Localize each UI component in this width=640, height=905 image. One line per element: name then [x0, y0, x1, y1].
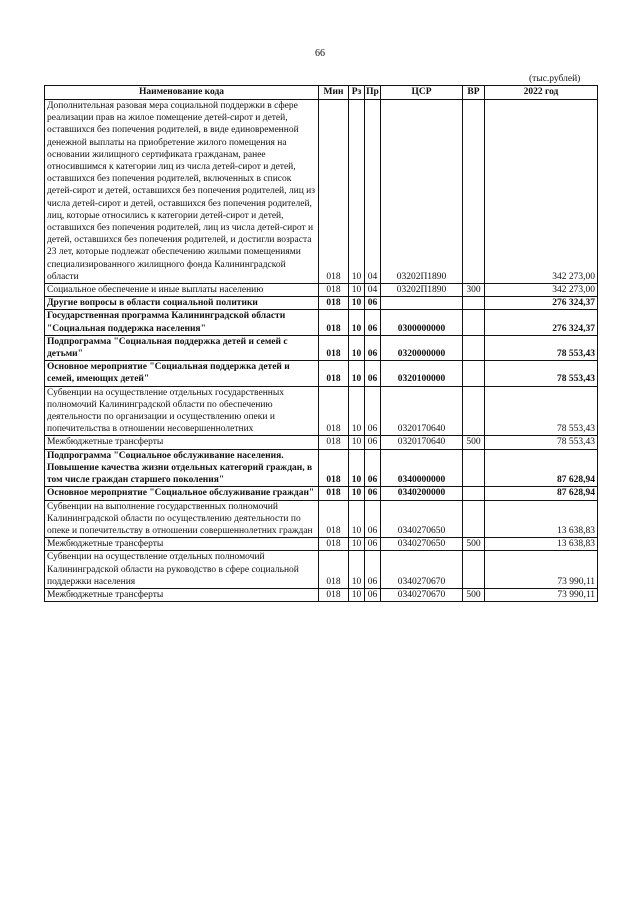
row-pr: 06	[365, 538, 381, 551]
row-csr: 0320100000	[381, 361, 463, 386]
page-number: 66	[315, 48, 325, 59]
row-min: 018	[319, 100, 349, 284]
row-rz: 10	[349, 310, 365, 335]
table-row	[45, 487, 598, 500]
row-csr: 03202П1890	[381, 284, 463, 297]
row-amount: 78 553,43	[485, 386, 598, 436]
table-row	[45, 100, 598, 284]
row-name: Социальное обеспечение и иные выплаты населению	[45, 284, 319, 297]
column-header-pr: Пр	[365, 86, 381, 100]
row-amount: 276 324,37	[485, 297, 598, 310]
row-rz: 10	[349, 335, 365, 360]
row-vr	[463, 297, 485, 310]
row-min: 018	[319, 449, 349, 487]
table-row	[45, 500, 598, 538]
row-rz: 10	[349, 100, 365, 284]
row-rz: 10	[349, 386, 365, 436]
row-name: Дополнительная разовая мера социальной поддержки в сфере реализации прав на жилое помещение детей-сирот и детей, оставшихся без попечения родителей, в виде единовременной денежной выплаты на приобретение жилого помещения на основании жилищного сертификата гражданам, ранее относившимся к категории лиц из числа детей-сирот и детей, оставшихся без попечения родителей, включенных в список детей-сирот и детей, оставшихся без попечения родителей, лиц из числа детей-сирот и детей, оставшихся без попечения родителей, лиц, которые относились к категории детей-сирот и детей, оставшихся без попечения родителей, лиц из числа детей-сирот и детей, оставшихся без попечения родителей, и достигли возраста 23 лет, которые подлежат обеспечению жилыми помещениями специализированного жилищного фонда Калининградской области	[45, 100, 319, 284]
row-csr: 0320170640	[381, 436, 463, 449]
row-rz: 10	[349, 284, 365, 297]
row-csr: 0340270670	[381, 551, 463, 589]
table-row	[45, 361, 598, 386]
table-row	[45, 551, 598, 589]
row-amount: 73 990,11	[485, 588, 598, 601]
row-pr: 06	[365, 500, 381, 538]
row-rz: 10	[349, 361, 365, 386]
table-row	[45, 297, 598, 310]
column-header-name: Наименование кода	[45, 86, 319, 100]
row-name: Другие вопросы в области социальной политики	[45, 297, 319, 310]
column-header-year: 2022 год	[485, 86, 598, 100]
table-row	[45, 386, 598, 436]
row-pr: 06	[365, 386, 381, 436]
row-name: Основное мероприятие "Социальная поддержка детей и семей, имеющих детей"	[45, 361, 319, 386]
row-vr	[463, 487, 485, 500]
row-pr: 06	[365, 361, 381, 386]
row-csr: 0340200000	[381, 487, 463, 500]
row-name: Межбюджетные трансферты	[45, 436, 319, 449]
table-row	[45, 436, 598, 449]
row-name: Межбюджетные трансферты	[45, 538, 319, 551]
row-vr: 500	[463, 436, 485, 449]
row-min: 018	[319, 551, 349, 589]
table-row	[45, 310, 598, 335]
row-pr: 06	[365, 436, 381, 449]
row-min: 018	[319, 335, 349, 360]
row-min: 018	[319, 538, 349, 551]
row-min: 018	[319, 500, 349, 538]
row-min: 018	[319, 361, 349, 386]
table-header-row	[45, 86, 598, 100]
column-header-min: Мин	[319, 86, 349, 100]
column-header-rz: Рз	[349, 86, 365, 100]
row-vr	[463, 449, 485, 487]
row-vr: 500	[463, 588, 485, 601]
row-name: Подпрограмма "Социальная поддержка детей и семей с детьми"	[45, 335, 319, 360]
row-amount: 276 324,37	[485, 310, 598, 335]
row-name: Межбюджетные трансферты	[45, 588, 319, 601]
row-rz: 10	[349, 449, 365, 487]
row-min: 018	[319, 310, 349, 335]
row-csr: 0340270650	[381, 500, 463, 538]
table-row	[45, 449, 598, 487]
row-rz: 10	[349, 436, 365, 449]
row-csr: 0300000000	[381, 310, 463, 335]
row-rz: 10	[349, 487, 365, 500]
row-name: Субвенции на выполнение государственных полномочий Калининградской области по осуществлению деятельности по опеке и попечительству в отношении совершеннолетних граждан	[45, 500, 319, 538]
column-header-vr: ВР	[463, 86, 485, 100]
row-vr: 300	[463, 284, 485, 297]
row-rz: 10	[349, 297, 365, 310]
table-row	[45, 538, 598, 551]
row-pr: 06	[365, 297, 381, 310]
table-row	[45, 588, 598, 601]
row-amount: 13 638,83	[485, 500, 598, 538]
row-rz: 10	[349, 551, 365, 589]
row-amount: 78 553,43	[485, 436, 598, 449]
row-rz: 10	[349, 538, 365, 551]
row-csr: 03202П1890	[381, 100, 463, 284]
row-min: 018	[319, 487, 349, 500]
row-amount: 87 628,94	[485, 487, 598, 500]
row-csr	[381, 297, 463, 310]
row-csr: 0340270650	[381, 538, 463, 551]
row-vr	[463, 551, 485, 589]
row-rz: 10	[349, 500, 365, 538]
row-name: Субвенции на осуществление отдельных государственных полномочий Калининградской области по обеспечению деятельности по организации и осуществлению опеки и попечительства в отношении несовершеннолетних	[45, 386, 319, 436]
row-vr	[463, 386, 485, 436]
row-pr: 06	[365, 335, 381, 360]
row-amount: 13 638,83	[485, 538, 598, 551]
row-name: Субвенции на осуществление отдельных полномочий Калининградской области на руководство в сфере социальной поддержки населения	[45, 551, 319, 589]
row-name: Основное мероприятие "Социальное обслуживание граждан"	[45, 487, 319, 500]
row-amount: 78 553,43	[485, 361, 598, 386]
row-amount: 342 273,00	[485, 284, 598, 297]
table-row	[45, 335, 598, 360]
row-vr	[463, 500, 485, 538]
budget-table	[44, 85, 598, 602]
row-pr: 06	[365, 310, 381, 335]
row-pr: 06	[365, 551, 381, 589]
row-csr: 0320000000	[381, 335, 463, 360]
row-min: 018	[319, 297, 349, 310]
row-pr: 06	[365, 487, 381, 500]
row-vr	[463, 100, 485, 284]
table-row	[45, 284, 598, 297]
row-rz: 10	[349, 588, 365, 601]
row-csr: 0340270670	[381, 588, 463, 601]
row-min: 018	[319, 436, 349, 449]
row-vr	[463, 361, 485, 386]
row-amount: 73 990,11	[485, 551, 598, 589]
row-name: Подпрограмма "Социальное обслуживание населения. Повышение качества жизни отдельных категорий граждан, в том числе граждан старшего поколения"	[45, 449, 319, 487]
row-min: 018	[319, 588, 349, 601]
row-vr	[463, 335, 485, 360]
row-pr: 04	[365, 100, 381, 284]
row-csr: 0320170640	[381, 386, 463, 436]
row-amount: 87 628,94	[485, 449, 598, 487]
row-amount: 78 553,43	[485, 335, 598, 360]
column-header-csr: ЦСР	[381, 86, 463, 100]
row-min: 018	[319, 284, 349, 297]
row-pr: 06	[365, 588, 381, 601]
row-min: 018	[319, 386, 349, 436]
row-vr: 500	[463, 538, 485, 551]
row-name: Государственная программа Калининградской области "Социальная поддержка населения"	[45, 310, 319, 335]
row-pr: 04	[365, 284, 381, 297]
row-amount: 342 273,00	[485, 100, 598, 284]
row-vr	[463, 310, 485, 335]
units-label: (тыс.рублей)	[529, 74, 581, 84]
row-pr: 06	[365, 449, 381, 487]
row-csr: 0340000000	[381, 449, 463, 487]
